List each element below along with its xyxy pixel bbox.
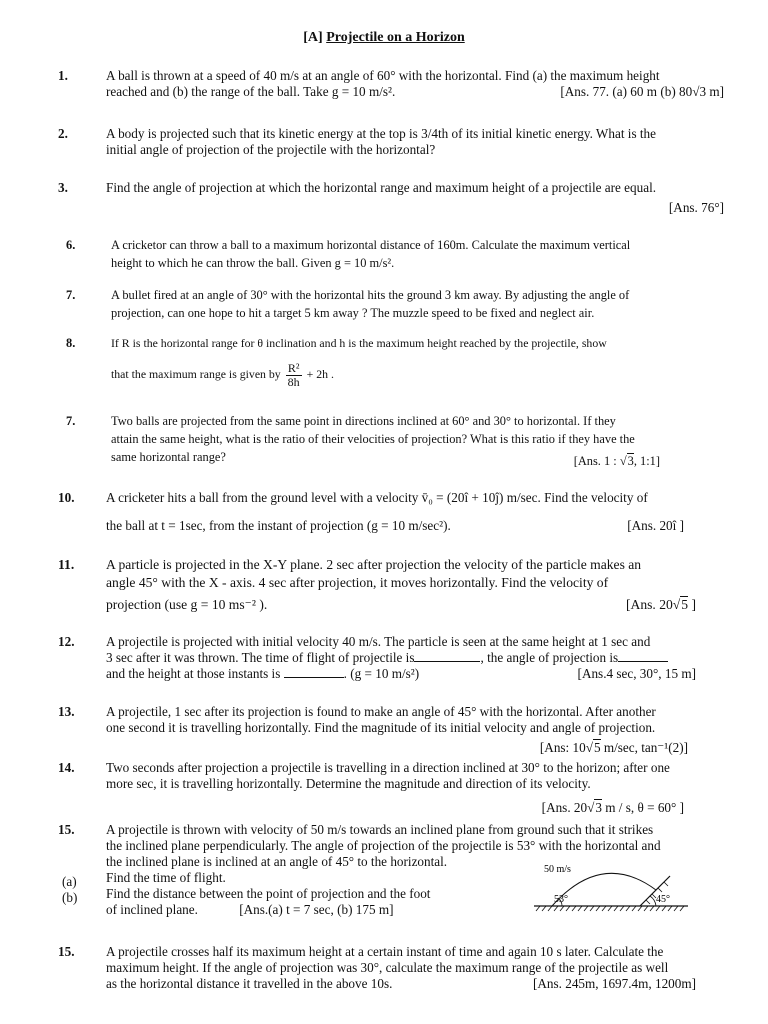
answer — [626, 596, 696, 614]
question-text-line: Find the angle of projection at which the horizontal range and maximum height of a projectile are equal. — [106, 180, 657, 195]
question-text-line — [106, 490, 730, 506]
question-text-line: A particle is projected in the X-Y plane. 2 sec after projection the velocity of the particle makes an — [106, 557, 642, 572]
question-text-line: If R is the horizontal range for θ inclination and h is the maximum height reached by the projectile, show — [111, 336, 607, 350]
question-text-line: projection (use g = 10 ms⁻² ). — [106, 597, 268, 612]
question-text-line: Find the distance between the point of projection and the foot — [106, 886, 431, 901]
question-number: 13. — [58, 704, 75, 719]
question-text-part: A cricketer hits a ball from the ground level with a velocity — [106, 490, 419, 505]
question-number: 15. — [58, 822, 75, 837]
question-text-part: m/sec. Find the velocity of — [506, 490, 648, 505]
fraction-denominator: 8h — [287, 375, 300, 389]
answer-part: [Ans. 1 : — [573, 454, 620, 468]
answer-radicand: 3 — [627, 454, 634, 468]
answer-part: m / s, θ = 60° ] — [601, 800, 684, 815]
answer: [Ans. 76°] — [668, 200, 724, 215]
answer-radicand: 3 — [595, 800, 602, 815]
question-text-part: . (g = 10 m/s²) — [343, 666, 420, 681]
answer-part: ] — [688, 597, 696, 612]
section-prefix: [A] — [303, 30, 323, 45]
question-text-line: A projectile is thrown with velocity of 50 m/s towards an inclined plane from ground such that it strikes — [106, 822, 654, 837]
formula-line — [111, 362, 691, 389]
question-text-line: as the horizontal distance it travelled in the above 10s. — [106, 976, 393, 991]
sqrt-symbol: √ — [587, 800, 595, 815]
answer-part: [Ans. 20 — [625, 597, 673, 612]
answer: [Ans. 20î ] — [627, 518, 684, 533]
question-text-line: more sec, it is travelling horizontally. Determine the magnitude and direction of its velocity. — [106, 776, 591, 791]
incline-diagram — [532, 864, 692, 914]
question-text-line: maximum height. If the angle of projection was 30°, calculate the maximum range of the projectile as well — [106, 960, 669, 975]
formula-tail: + 2h . — [306, 367, 334, 382]
question-text-line: projection, can one hope to hit a target 5 km away ? The muzzle speed to be fixed and neglect air. — [111, 306, 595, 320]
question-text-line: A cricketor can throw a ball to a maximum horizontal distance of 160m. Calculate the maximum vertical — [111, 238, 631, 252]
fill-in-blank — [284, 667, 344, 678]
answer — [542, 800, 684, 816]
answer-radicand: 5 — [593, 740, 601, 755]
question-text-line: A projectile, 1 sec after its projection is found to make an angle of 45° with the horizontal. After another — [106, 704, 656, 719]
answer: [Ans.4 sec, 30°, 15 m] — [577, 666, 696, 681]
question-text-part: of inclined plane. — [106, 902, 198, 917]
answer-radicand: 5 — [681, 597, 689, 612]
question-number: 1. — [58, 68, 68, 83]
ground-hatching — [536, 906, 684, 911]
question-text-line: that the maximum range is given by — [111, 367, 281, 382]
range-fraction — [286, 362, 302, 389]
question-text-line: one second it is travelling horizontally. Find the magnitude of its initial velocity and angle of projection. — [106, 720, 656, 735]
fill-in-blank — [414, 651, 480, 662]
sqrt-symbol: √ — [585, 740, 593, 755]
question-number: 7. — [66, 414, 76, 428]
answer: [Ans. 77. (a) 60 m (b) 80√3 m] — [560, 84, 724, 99]
sqrt-symbol: √ — [619, 454, 627, 468]
question-text-line — [106, 650, 730, 666]
question-number: 12. — [58, 634, 75, 649]
angle-label-53: 53° — [554, 894, 568, 905]
answer: [Ans. 245m, 1697.4m, 1200m] — [532, 976, 696, 991]
question-text-line: Two balls are projected from the same point in directions inclined at 60° and 30° to horizontal. If they — [111, 414, 616, 428]
answer-part: [Ans: 10 — [539, 740, 586, 755]
sqrt-symbol: √ — [672, 597, 681, 612]
question-text-line: A projectile crosses half its maximum height at a certain instant of time and again 10 s later. Calculate the — [106, 944, 664, 959]
question-text-line: same horizontal range? — [111, 450, 226, 464]
question-number: 15. — [58, 944, 75, 959]
section-title — [0, 30, 768, 46]
question-text-line: Two seconds after projection a projectile is travelling in a direction inclined at 30° to the horizon; after one — [106, 760, 670, 775]
question-text-part: and the height at those instants is — [106, 666, 281, 681]
answer — [540, 740, 688, 756]
section-heading: Projectile on a Horizon — [326, 30, 465, 45]
question-text-line: initial angle of projection of the projectile with the horizontal? — [106, 142, 436, 157]
question-text-line: the inclined plane perpendicularly. The angle of projection of the projectile is 53° with the horizontal and — [106, 838, 661, 853]
question-text-line: reached and (b) the range of the ball. Take g = 10 m/s². — [106, 84, 396, 99]
question-number: 7. — [66, 288, 76, 302]
question-number: 11. — [58, 557, 75, 572]
question-number: 2. — [58, 126, 68, 141]
sub-question-label: (b) — [62, 890, 78, 905]
question-text-line: attain the same height, what is the ratio of their velocities of projection? What is this ratio if they have the — [111, 432, 635, 446]
angle-label-45: 45° — [656, 894, 670, 905]
answer: [Ans.(a) t = 7 sec, (b) 175 m] — [239, 902, 394, 917]
velocity-vector: v̄₀ = (20î + 10ĵ) — [421, 490, 504, 505]
question-number: 3. — [58, 180, 68, 195]
question-text-part: , the angle of projection is — [480, 650, 619, 665]
question-text-line: the ball at t = 1sec, from the instant of projection (g = 10 m/sec²). — [106, 518, 451, 533]
question-number: 14. — [58, 760, 75, 775]
question-number: 6. — [66, 238, 76, 252]
answer-part: , 1:1] — [633, 454, 660, 468]
question-text-line: A ball is thrown at a speed of 40 m/s at an angle of 60° with the horizontal. Find (a) the maximum height — [106, 68, 660, 83]
question-text-line: A projectile is projected with initial velocity 40 m/s. The particle is seen at the same height at 1 sec and — [106, 634, 651, 649]
sub-question-label: (a) — [62, 874, 77, 889]
question-number: 10. — [58, 490, 75, 505]
speed-label: 50 m/s — [544, 864, 571, 875]
question-text-line: angle 45° with the X - axis. 4 sec after projection, it moves horizontally. Find the velocity of — [106, 575, 609, 590]
question-number: 8. — [66, 336, 76, 350]
question-text-line: A bullet fired at an angle of 30° with the horizontal hits the ground 3 km away. By adjusting the angle of — [111, 288, 630, 302]
question-text-line: A body is projected such that its kinetic energy at the top is 3/4th of its initial kinetic energy. What is the — [106, 126, 656, 141]
question-text-line: Find the time of flight. — [106, 870, 226, 885]
fraction-numerator: R² — [286, 362, 302, 376]
answer-part: [Ans. 20 — [541, 800, 588, 815]
answer — [574, 452, 660, 470]
answer-part: m/sec, tan⁻¹(2)] — [600, 740, 688, 755]
question-text-part: 3 sec after it was thrown. The time of flight of projectile is — [106, 650, 415, 665]
question-text-line: height to which he can throw the ball. Given g = 10 m/s². — [111, 256, 395, 270]
question-text-line: the inclined plane is inclined at an angle of 45° to the horizontal. — [106, 854, 448, 869]
fill-in-blank — [618, 651, 668, 662]
